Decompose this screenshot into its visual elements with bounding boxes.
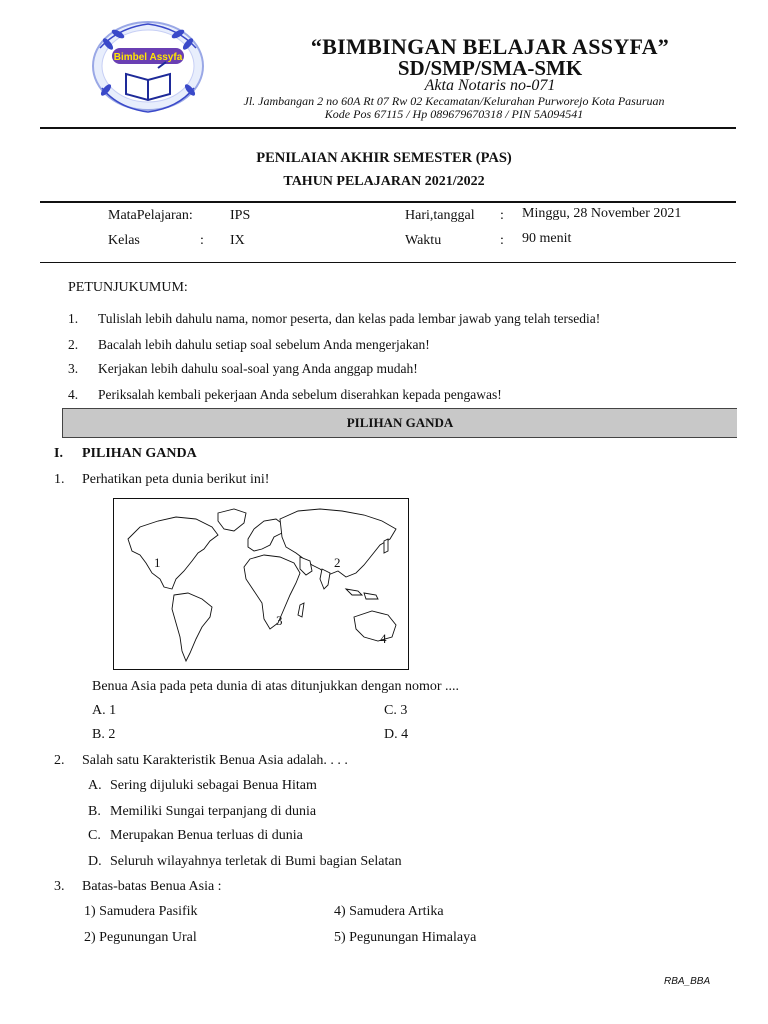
time-colon: :: [500, 233, 504, 248]
instruction-item: 3. Kerjakan lebih dahulu soal-soal yang Anda anggap mudah!: [68, 361, 418, 376]
q3-item-1: 1) Samudera Pasifik: [84, 904, 198, 919]
day-value: Minggu, 28 November 2021: [522, 206, 682, 221]
q1-stem: Benua Asia pada peta dunia di atas ditunjukkan dengan nomor ....: [92, 679, 460, 694]
school-address: Jl. Jambangan 2 no 60A Rt 07 Rw 02 Kecamatan/Kelurahan Purworejo Kota Pasuruan: [243, 94, 665, 108]
q1-option-a[interactable]: A. 1: [92, 703, 117, 718]
time-value: 90 menit: [522, 231, 572, 246]
map-label-4: 4: [380, 631, 387, 646]
instruction-item: 2. Bacalah lebih dahulu setiap soal sebelum Anda mengerjakan!: [68, 337, 430, 352]
q2-text: Salah satu Karakteristik Benua Asia adalah. . . .: [82, 753, 348, 768]
exam-title: PENILAIAN AKHIR SEMESTER (PAS): [256, 150, 512, 166]
q3-item-2: 2) Pegunungan Ural: [84, 930, 197, 945]
q1-option-c[interactable]: C. 3: [384, 703, 408, 718]
q2-option-a[interactable]: A. Sering dijuluki sebagai Benua Hitam: [88, 778, 317, 793]
page-footer: RBA_BBA: [664, 976, 711, 987]
school-levels: SD/SMP/SMA-SMK: [397, 56, 583, 80]
notary-number: Akta Notaris no-071: [424, 77, 556, 94]
class-value: IX: [230, 233, 245, 248]
map-label-2: 2: [334, 555, 341, 570]
section-number: I.: [54, 446, 63, 461]
school-logo: [88, 18, 208, 118]
map-label-1: 1: [154, 555, 161, 570]
q1-option-b[interactable]: B. 2: [92, 727, 116, 742]
q1-text: Perhatikan peta dunia berikut ini!: [82, 472, 270, 487]
info-bottom-divider: [40, 262, 736, 263]
q1-number: 1.: [54, 472, 65, 487]
world-map: [113, 498, 409, 670]
subject-label: MataPelajaran:: [108, 208, 193, 223]
instruction-item: 4. Periksalah kembali pekerjaan Anda sebelum diserahkan kepada pengawas!: [68, 387, 502, 402]
subject-value: IPS: [230, 208, 251, 223]
school-contact: Kode Pos 67115 / Hp 089679670318 / PIN 5A094541: [324, 107, 584, 121]
class-colon: :: [200, 233, 204, 248]
q2-option-c[interactable]: C. Merupakan Benua terluas di dunia: [88, 828, 303, 843]
time-label: Waktu: [405, 233, 442, 248]
logo-text: Bimbel Assyfa: [113, 52, 183, 63]
q3-item-4: 4) Samudera Artika: [334, 904, 444, 919]
q2-option-b[interactable]: B. Memiliki Sungai terpanjang di dunia: [88, 804, 317, 819]
q2-number: 2.: [54, 753, 65, 768]
info-top-divider: [40, 201, 736, 203]
map-label-3: 3: [276, 613, 283, 628]
letterhead-divider: [40, 127, 736, 129]
school-name: “BIMBINGAN BELAJAR ASSYFA”: [310, 34, 670, 59]
q2-option-d[interactable]: D. Seluruh wilayahnya terletak di Bumi bagian Selatan: [88, 854, 402, 869]
q3-text: Batas-batas Benua Asia :: [82, 879, 222, 894]
section-banner: PILIHAN GANDA: [62, 408, 737, 438]
day-label: Hari,tanggal: [405, 208, 475, 223]
q3-number: 3.: [54, 879, 65, 894]
class-label: Kelas: [108, 233, 140, 248]
day-colon: :: [500, 208, 504, 223]
exam-year: TAHUN PELAJARAN 2021/2022: [283, 174, 485, 189]
q3-item-5: 5) Pegunungan Himalaya: [334, 930, 477, 945]
instruction-item: 1. Tulislah lebih dahulu nama, nomor peserta, dan kelas pada lembar jawab yang telah tersedia!: [68, 311, 601, 326]
instructions-heading: PETUNJUKUMUM:: [68, 280, 188, 295]
section-title: PILIHAN GANDA: [82, 446, 197, 461]
q1-option-d[interactable]: D. 4: [384, 727, 409, 742]
